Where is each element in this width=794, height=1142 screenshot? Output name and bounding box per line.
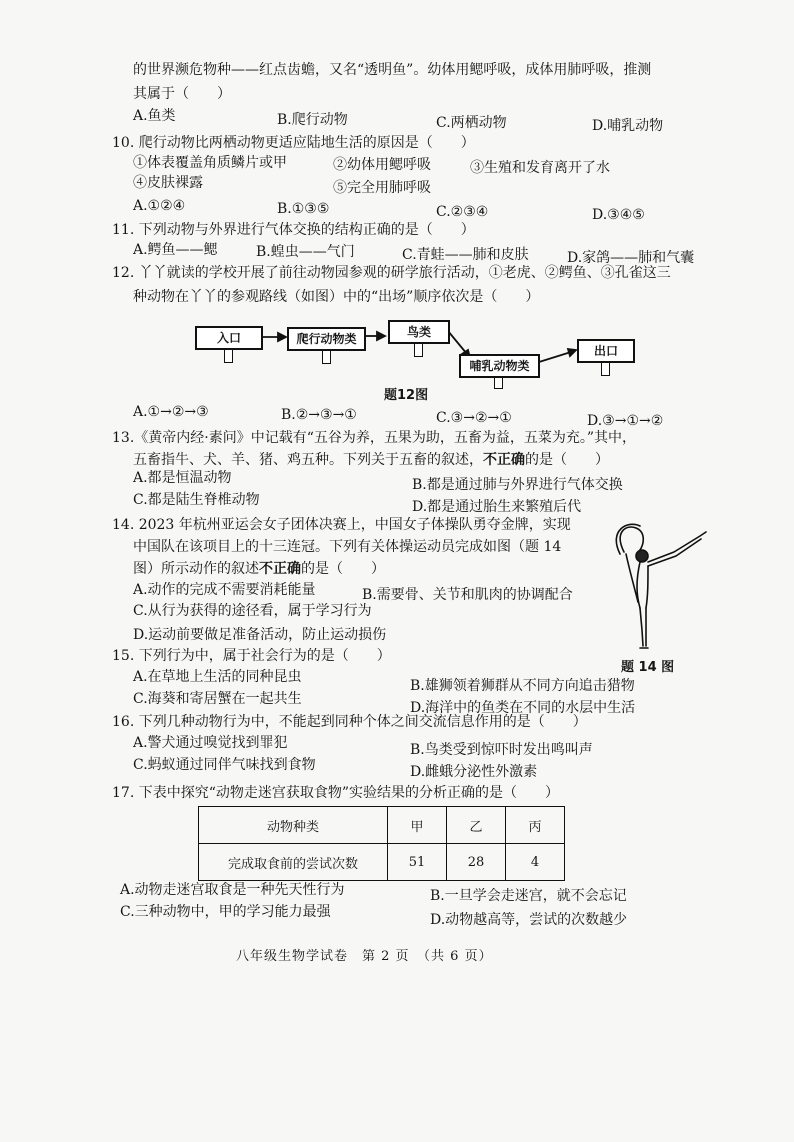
q12-option-b[interactable]: B.②→③→① — [281, 407, 357, 423]
q13-option-b[interactable]: B.都是通过肺与外界进行气体交换 — [412, 477, 623, 493]
q12-option-c[interactable]: C.③→②→① — [436, 410, 512, 426]
q14-option-b[interactable]: B.需要骨、关节和肌肉的协调配合 — [362, 587, 573, 603]
table-cell: 完成取食前的尝试次数 — [199, 844, 388, 881]
q14-option-c[interactable]: C.从行为获得的途径看，属于学习行为 — [133, 603, 372, 619]
q15-option-c[interactable]: C.海葵和寄居蟹在一起共生 — [133, 691, 302, 707]
table-header-cell: 乙 — [447, 807, 506, 844]
route-sign-birds: 鸟类 — [388, 320, 450, 344]
q14-line3 — [133, 559, 385, 579]
q10-item-3: ③生殖和发育离开了水 — [470, 160, 610, 176]
q14-line3-text: 图）所示动作的叙述 — [133, 561, 259, 577]
route-sign-entrance: 入口 — [195, 326, 263, 350]
q17-option-d[interactable]: D.动物越高等，尝试的次数越少 — [430, 912, 628, 928]
fig14-caption: 题 14 图 — [621, 660, 675, 675]
q11-option-d[interactable]: D.家鸽——肺和气囊 — [567, 250, 695, 266]
q16-option-d[interactable]: D.雌蛾分泌性外激素 — [410, 764, 538, 780]
q17-option-a[interactable]: A.动物走迷宫取食是一种先天性行为 — [120, 882, 345, 898]
q10-item-1: ①体表覆盖角质鳞片或甲 — [133, 155, 287, 171]
q12-line1: 12. 丫丫就读的学校开展了前往动物园参观的研学旅行活动，①老虎、②鳄鱼、③孔雀这三 — [112, 265, 671, 281]
q10-item-5: ⑤完全用肺呼吸 — [333, 180, 431, 196]
table-header-cell: 动物种类 — [199, 807, 388, 844]
q15-option-d[interactable]: D.海洋中的鱼类在不同的水层中生活 — [410, 700, 636, 716]
q11-option-c[interactable]: C.青蛙——肺和皮肤 — [402, 247, 529, 263]
q16-option-a[interactable]: A.警犬通过嗅觉找到罪犯 — [133, 735, 288, 751]
route-post — [601, 363, 610, 376]
q16-option-c[interactable]: C.蚂蚁通过同伴气味找到食物 — [133, 757, 316, 773]
q11-option-a[interactable]: A.鳄鱼——鳃 — [133, 242, 218, 258]
route-sign-exit: 出口 — [577, 339, 635, 363]
q15-option-a[interactable]: A.在草地上生活的同种昆虫 — [133, 669, 302, 685]
q15-option-b[interactable]: B.雄狮领着狮群从不同方向追击猎物 — [410, 678, 635, 694]
table-cell: 4 — [506, 844, 565, 881]
q14-line3-tail: 的是（ ） — [301, 561, 385, 577]
q10-option-d[interactable]: D.③④⑤ — [592, 207, 645, 223]
q13-line2-text: 五畜指牛、犬、羊、猪、鸡五种。下列关于五畜的叙述， — [133, 452, 483, 468]
route-sign-mammals: 哺乳动物类 — [459, 354, 540, 378]
route-sign-reptiles: 爬行动物类 — [287, 327, 366, 351]
q13-option-c[interactable]: C.都是陆生脊椎动物 — [133, 492, 260, 508]
q9-option-d[interactable]: D.哺乳动物 — [592, 118, 664, 134]
experiment-table — [198, 806, 565, 881]
q9-option-b[interactable]: B.爬行动物 — [277, 112, 348, 128]
q13-line2 — [133, 450, 609, 470]
q10-item-4: ④皮肤裸露 — [133, 175, 203, 191]
table-header-cell: 丙 — [506, 807, 565, 844]
route-post — [414, 344, 423, 357]
q13-line2-tail: 的是（ ） — [525, 452, 609, 468]
table-header-cell: 甲 — [388, 807, 447, 844]
q14-emphasis: 不正确 — [259, 561, 301, 577]
q9-line2: 其属于（ ） — [133, 86, 231, 102]
q12-option-a[interactable]: A.①→②→③ — [133, 404, 209, 420]
q13-line1: 13.《黄帝内经·素问》中记载有“五谷为养，五果为助，五畜为益，五菜为充。”其中， — [112, 430, 637, 446]
q11-stem: 11. 下列动物与外界进行气体交换的结构正确的是（ ） — [112, 222, 475, 238]
q9-option-c[interactable]: C.两栖动物 — [436, 115, 507, 131]
q11-option-b[interactable]: B.蝗虫——气门 — [256, 244, 355, 260]
q17-option-c[interactable]: C.三种动物中，甲的学习能力最强 — [120, 904, 331, 920]
q10-option-a[interactable]: A.①②④ — [133, 198, 186, 214]
q10-item-2: ②幼体用鳃呼吸 — [333, 157, 431, 173]
q14-line2: 中国队在该项目上的十三连冠。下列有关体操运动员完成如图（题 14 — [133, 539, 562, 555]
q14-line1: 14. 2023 年杭州亚运会女子团体决赛上，中国女子体操队勇夺金牌，实现 — [112, 517, 571, 533]
route-post — [322, 351, 331, 364]
q15-stem: 15. 下列行为中，属于社会行为的是（ ） — [112, 648, 391, 664]
table-row — [199, 844, 565, 881]
q9-option-a[interactable]: A.鱼类 — [133, 108, 176, 124]
q12-option-d[interactable]: D.③→①→② — [587, 413, 664, 429]
q9-line1: 的世界濒危物种——红点齿蟾，又名“透明鱼”。幼体用鳃呼吸，成体用肺呼吸，推测 — [133, 62, 652, 78]
q10-option-b[interactable]: B.①③⑤ — [277, 201, 330, 217]
q17-option-b[interactable]: B.一旦学会走迷宫，就不会忘记 — [430, 888, 627, 904]
q16-option-b[interactable]: B.鸟类受到惊吓时发出鸣叫声 — [410, 742, 593, 758]
fig12-caption: 题12图 — [384, 388, 429, 403]
table-cell: 51 — [388, 844, 447, 881]
q10-option-c[interactable]: C.②③④ — [436, 204, 489, 220]
q13-option-a[interactable]: A.都是恒温动物 — [133, 470, 232, 486]
q13-option-d[interactable]: D.都是通过胎生来繁殖后代 — [412, 499, 582, 515]
gymnast-figure — [596, 522, 712, 652]
route-post — [494, 378, 503, 389]
route-post — [224, 350, 233, 363]
table-cell: 28 — [447, 844, 506, 881]
q10-stem: 10. 爬行动物比两栖动物更适应陆地生活的原因是（ ） — [112, 135, 475, 151]
q17-stem: 17. 下表中探究“动物走迷宫获取食物”实验结果的分析正确的是（ ） — [112, 785, 560, 801]
q16-stem: 16. 下列几种动物行为中，不能起到同种个体之间交流信息作用的是（ ） — [112, 714, 587, 730]
q14-option-a[interactable]: A.动作的完成不需要消耗能量 — [133, 582, 316, 598]
page-footer: 八年级生物学试卷 第 2 页 （共 6 页） — [236, 949, 493, 964]
q13-emphasis: 不正确 — [483, 452, 525, 468]
q14-option-d[interactable]: D.运动前要做足准备活动，防止运动损伤 — [133, 627, 387, 643]
table-header-row — [199, 807, 565, 844]
q12-line2: 种动物在丫丫的参观路线（如图）中的“出场”顺序依次是（ ） — [133, 289, 540, 305]
